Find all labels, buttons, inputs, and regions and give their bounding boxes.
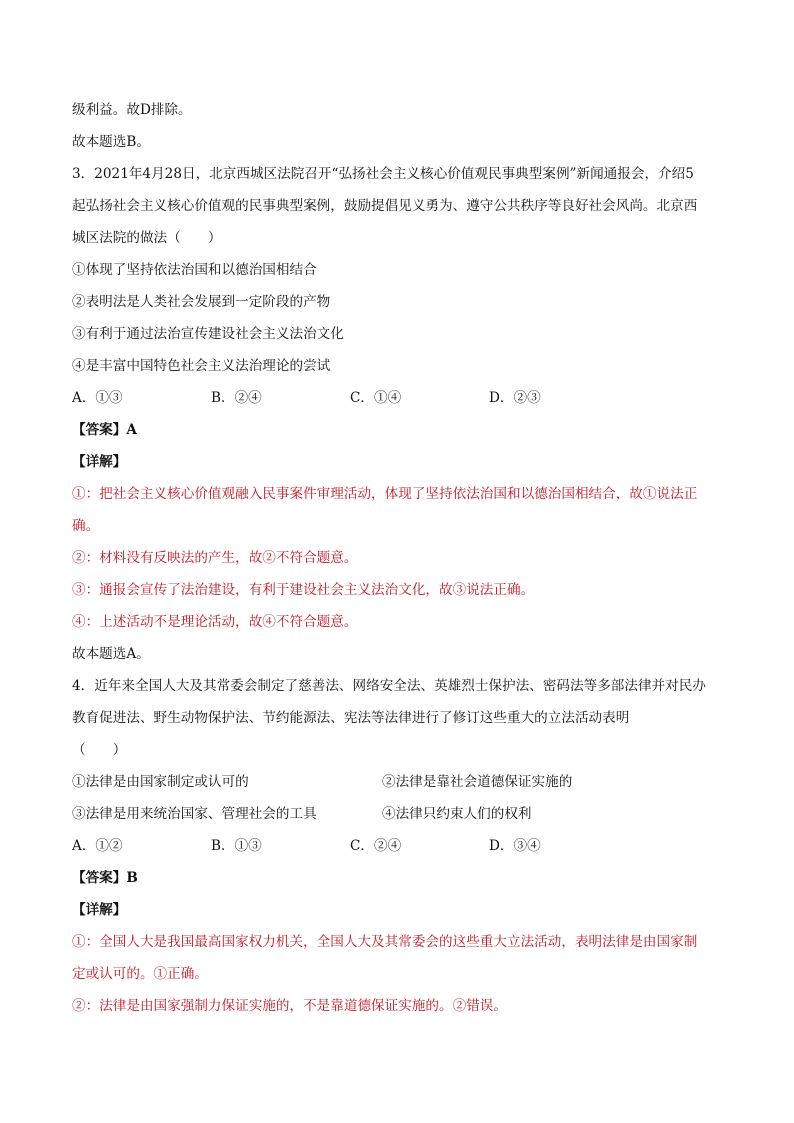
q4-statement: ②法律是靠社会道德保证实施的 [382,774,573,790]
q4-statement: ①法律是由国家制定或认可的 [72,774,249,790]
q3-option-b: B．②④ [211,390,262,406]
q4-analysis-line: ①：全国人大是我国最高国家权力机关，全国人大及其常委会的这些重大立法活动，表明法律是由国家制 [72,934,698,950]
q4-option-a: A．①② [72,838,123,854]
q3-analysis-line: ②：材料没有反映法的产生，故②不符合题意。 [72,550,358,566]
q4-statement: ④法律只约束人们的权利 [382,806,532,822]
q3-analysis-line: ①：把社会主义核心价值观融入民事案件审理活动，体现了坚持依法治国和以德治国相结合，故①说法正 [72,486,698,502]
intro-conclusion: 故本题选B。 [72,134,150,150]
q3-analysis-line: ④：上述活动不是理论活动，故④不符合题意。 [72,614,358,630]
q4-option-c: C．②④ [350,838,402,854]
q3-answer-label: 【答案】A [72,422,137,438]
q3-options [72,388,541,408]
q4-answer-label: 【答案】B [72,870,138,886]
q3-analysis-line: ③：通报会宣传了法治建设，有利于建设社会主义法治文化，故③说法正确。 [72,582,535,598]
q3-statement: ②表明法是人类社会发展到一定阶段的产物 [72,294,331,310]
q4-statement-row [72,772,572,792]
q3-stem-line: 3．2021年4月28日，北京西城区法院召开“弘扬社会主义核心价值观民事典型案例”新闻通报会，介绍5 [72,166,694,182]
q4-option-b: B．①③ [211,838,262,854]
q4-stem-line: 4．近年来全国人大及其常委会制定了慈善法、网络安全法、英雄烈士保护法、密码法等多部法律并对民办 [72,678,706,694]
intro-line: 级利益。故D排除。 [72,102,192,118]
q3-option-a: A．①③ [72,390,123,406]
q4-statement: ③法律是用来统治国家、管理社会的工具 [72,806,317,822]
q4-options [72,836,541,856]
q3-conclusion: 故本题选A。 [72,646,150,662]
q4-analysis-line: 定或认可的。①正确。 [72,966,208,982]
q3-statement: ①体现了坚持依法治国和以德治国相结合 [72,262,317,278]
q3-statement: ③有利于通过法治宣传建设社会主义法治文化 [72,326,344,342]
q3-option-d: D．②③ [489,390,541,406]
q3-option-c: C．①④ [350,390,402,406]
q4-option-d: D．③④ [489,838,541,854]
q4-stem-line: 教育促进法、野生动物保护法、节约能源法、宪法等法律进行了修订这些重大的立法活动表明 [72,710,630,726]
q3-stem-line: 城区法院的做法（ ） [72,230,222,246]
q3-statement: ④是丰富中国特色社会主义法治理论的尝试 [72,358,331,374]
document-page [72,0,732,1123]
q4-detail-label: 【详解】 [72,902,127,918]
q4-stem-line: （ ） [72,742,127,758]
q4-analysis-line: ②：法律是由国家强制力保证实施的，不是靠道德保证实施的。②错误。 [72,998,507,1014]
q4-statement-row [72,804,532,824]
q3-detail-label: 【详解】 [72,454,127,470]
q3-analysis-line: 确。 [72,518,100,534]
q3-stem-line: 起弘扬社会主义核心价值观的民事典型案例，鼓励提倡见义勇为、遵守公共秩序等良好社会风尚。北京西 [72,198,698,214]
